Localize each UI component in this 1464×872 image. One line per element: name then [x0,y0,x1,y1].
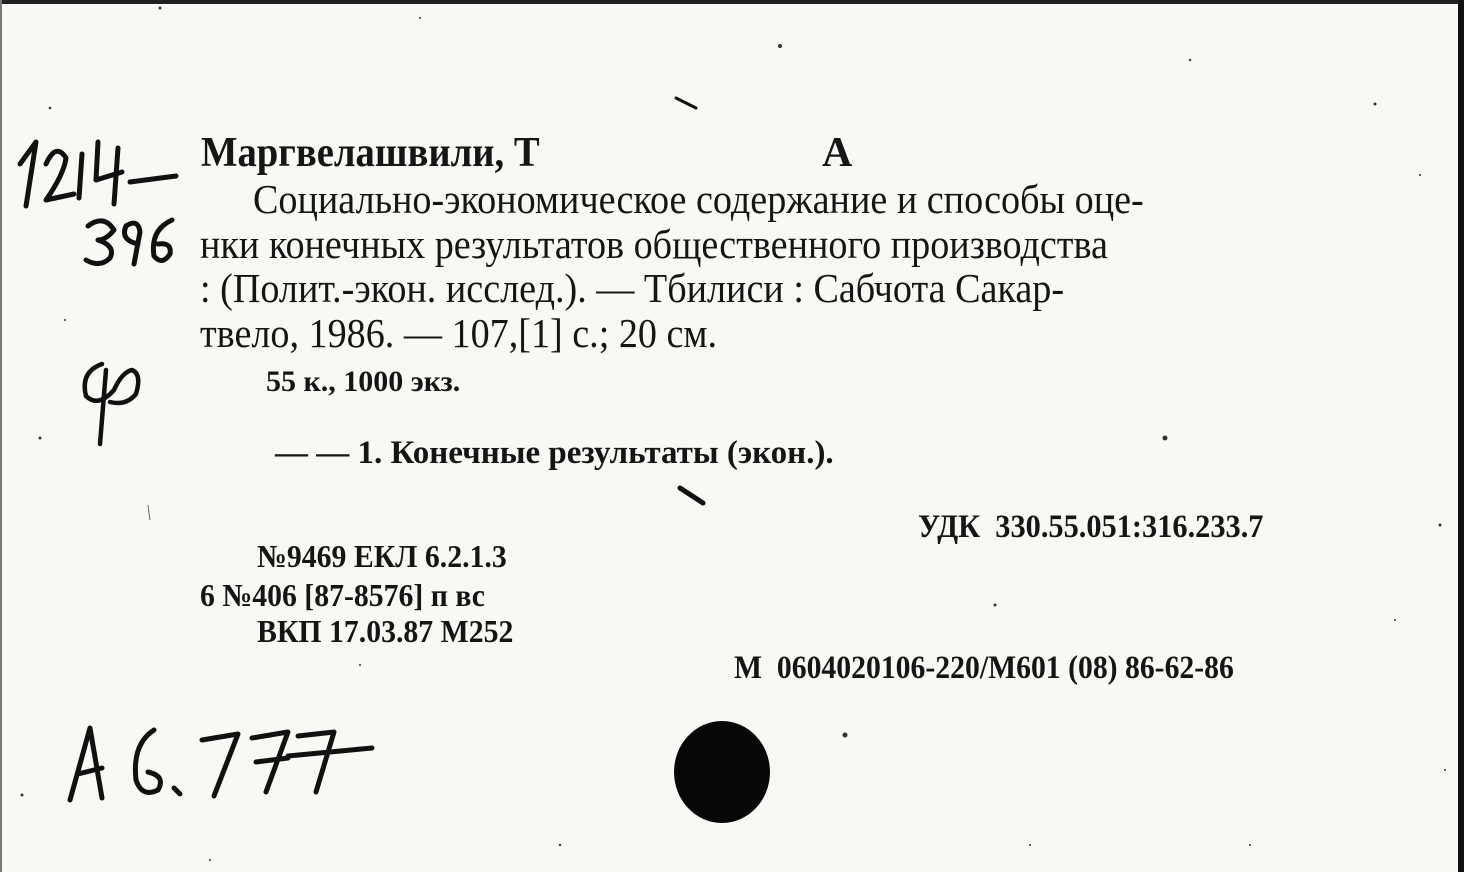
title-line-1: Социально-экономическое содержание и способы оце- [253,176,1144,222]
subject-heading: — — 1. Конечные результаты (экон.). [275,435,834,471]
author-heading: Маргвелашвили, Т [201,130,540,176]
title-line-2: нки конечных результатов общественного производства [200,221,1108,267]
title-line-3: : (Полит.-экон. исслед.). — Тбилиси : Сабчота Сакар- [200,265,1065,311]
service-line-2: 6 №406 [87-8576] п вс [200,577,485,613]
publisher-index-code: М 0604020106-220/М601 (08) 86-62-86 [734,650,1234,686]
punch-hole-mark [674,721,770,823]
title-line-4: твело, 1986. — 107,[1] с.; 20 см. [200,310,718,356]
service-line-1: №9469 ЕКЛ 6.2.1.3 [257,538,507,574]
handwritten-inventory-number [62,718,382,823]
author-second-initial: А [822,130,853,176]
udc-classification: УДК 330.55.051:316.233.7 [918,509,1264,545]
price-and-print-run: 55 к., 1000 экз. [266,365,461,398]
service-line-3: ВКП 17.03.87 М252 [257,613,514,649]
handwritten-shelf-mark [12,134,187,269]
handwritten-note-symbol [76,360,146,450]
